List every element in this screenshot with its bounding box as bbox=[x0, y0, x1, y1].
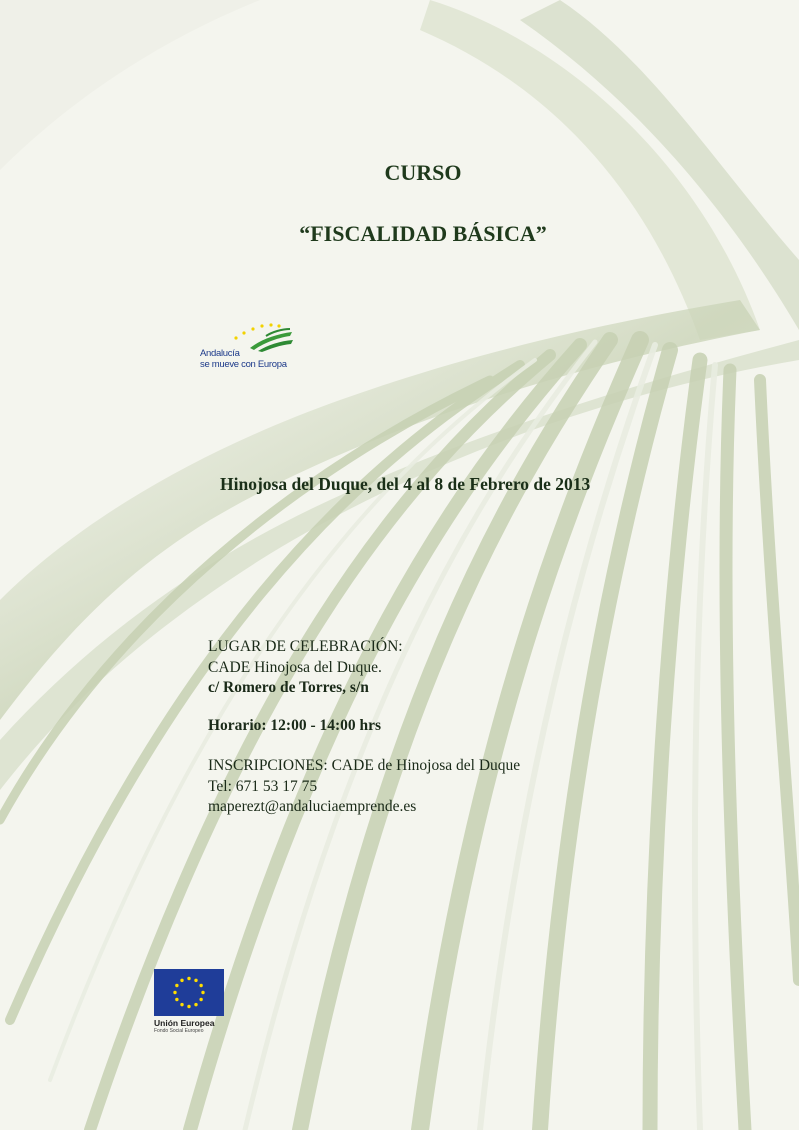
schedule-hours: Horario: 12:00 - 14:00 hrs bbox=[208, 717, 382, 734]
eu-star bbox=[173, 991, 176, 994]
eu-star bbox=[187, 977, 190, 980]
andalucia-logo-line2: se mueve con Europa bbox=[200, 359, 287, 370]
venue-section bbox=[208, 637, 403, 699]
eu-star bbox=[199, 984, 202, 987]
schedule-section bbox=[208, 716, 381, 737]
eu-star bbox=[187, 1005, 190, 1008]
course-title: “FISCALIDAD BÁSICA” bbox=[299, 221, 547, 246]
andalucia-logo-line1: Andalucía bbox=[200, 348, 240, 359]
venue-place: CADE Hinojosa del Duque. bbox=[208, 658, 382, 676]
eu-star bbox=[180, 979, 183, 982]
registration-section bbox=[208, 756, 520, 818]
eu-flag-icon bbox=[154, 969, 224, 1016]
eu-star bbox=[194, 1003, 197, 1006]
andalucia-logo bbox=[198, 322, 298, 374]
eu-logo bbox=[154, 969, 226, 1034]
course-label: CURSO bbox=[384, 160, 462, 185]
eu-star bbox=[175, 998, 178, 1001]
venue-heading: LUGAR DE CELEBRACIÓN: bbox=[208, 638, 403, 655]
venue-address: c/ Romero de Torres, s/n bbox=[208, 679, 369, 696]
registration-heading: INSCRIPCIONES: CADE de Hinojosa del Duque bbox=[208, 757, 521, 774]
eu-star bbox=[194, 979, 197, 982]
eu-star bbox=[201, 991, 204, 994]
eu-logo-name: Unión Europea bbox=[154, 1018, 215, 1028]
eu-star bbox=[175, 984, 178, 987]
eu-star bbox=[180, 1003, 183, 1006]
eu-star bbox=[199, 998, 202, 1001]
registration-phone: Tel: 671 53 17 75 bbox=[208, 777, 318, 795]
eu-logo-fund: Fondo Social Europeo bbox=[154, 1028, 204, 1034]
registration-email: maperezt@andaluciaemprende.es bbox=[208, 798, 417, 815]
course-dates: Hinojosa del Duque, del 4 al 8 de Febrero de 2013 bbox=[220, 474, 591, 494]
